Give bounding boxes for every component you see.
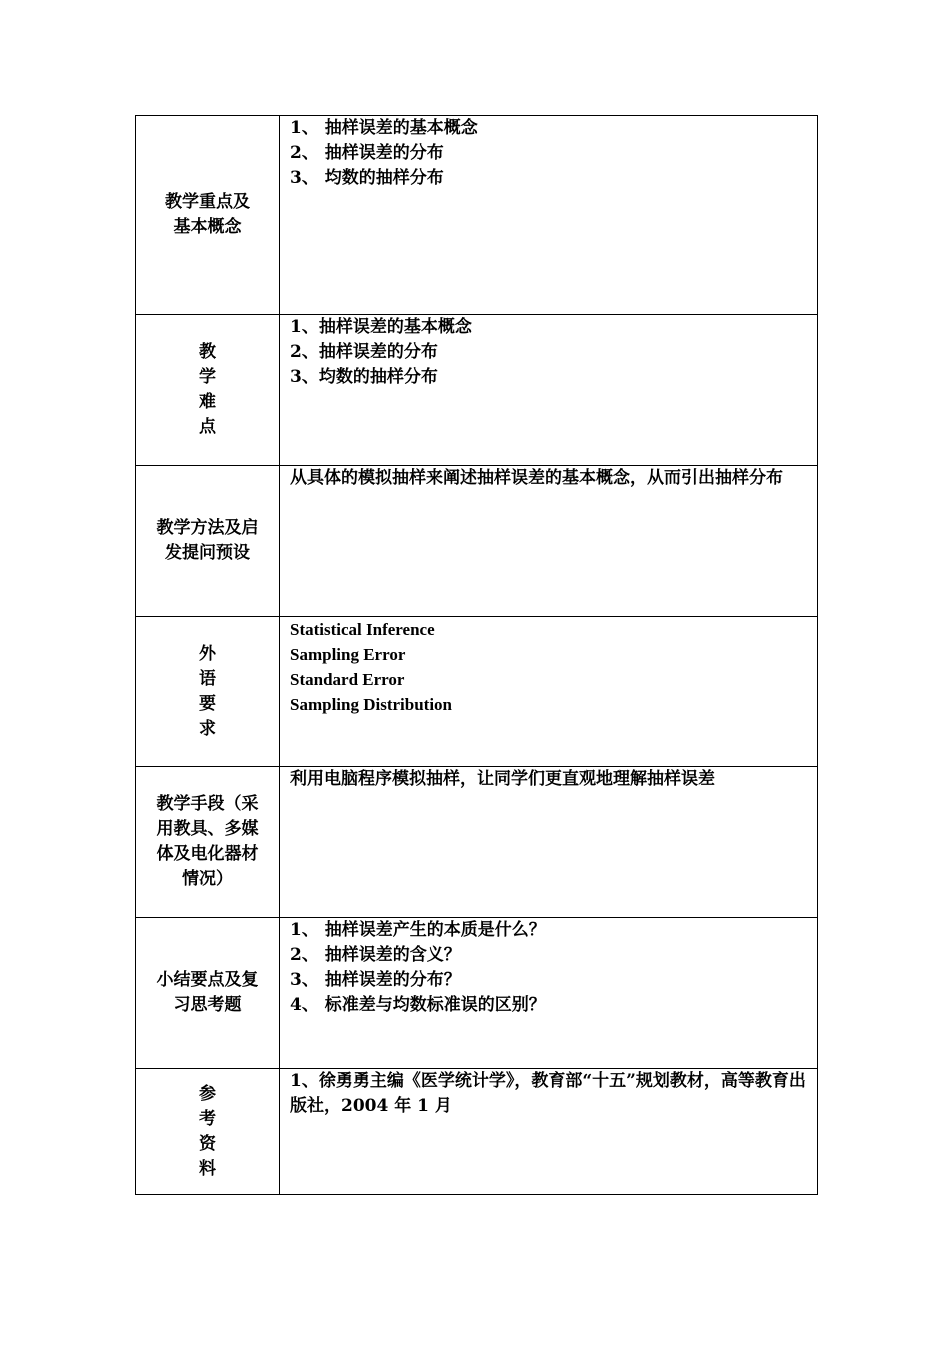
content-line: 2、 抽样误差的含义？ (290, 945, 461, 965)
row-label-text: 教学手段（采 用教具、多媒 体及电化器材 情况） (156, 794, 259, 889)
row-label-teaching-methods (136, 466, 280, 617)
content-line: Sampling Distribution (290, 695, 453, 714)
content-line: 1、抽样误差的基本概念 (290, 317, 472, 337)
table-row-teaching-methods (136, 466, 818, 617)
row-content-difficulties (280, 315, 818, 466)
content-line: 2、 抽样误差的分布 (290, 143, 444, 163)
lesson-plan-table (135, 115, 818, 1195)
row-label-text: 参 考 资 料 (199, 1083, 216, 1179)
row-content-teaching-methods (280, 466, 818, 617)
content-line: 3、 均数的抽样分布 (290, 168, 444, 188)
row-label-text: 教学重点及 基本概念 (165, 192, 250, 237)
row-label-foreign-language (136, 617, 280, 767)
row-label-teaching-tools (136, 767, 280, 918)
table-row-difficulties (136, 315, 818, 466)
table-row-teaching-tools (136, 767, 818, 918)
content-line: 4、 标准差与均数标准误的区别？ (290, 995, 546, 1015)
row-label-text: 外 语 要 求 (199, 643, 216, 739)
content-line: 2、抽样误差的分布 (290, 342, 438, 362)
row-content-teaching-tools (280, 767, 818, 918)
table-row-foreign-language (136, 617, 818, 767)
row-label-text: 教学方法及启 发提问预设 (156, 518, 259, 563)
row-label-difficulties (136, 315, 280, 466)
row-label-text: 教 学 难 点 (199, 342, 216, 437)
table-row-summary-questions (136, 918, 818, 1069)
row-content-foreign-language (280, 617, 818, 767)
table-row-key-points (136, 116, 818, 315)
row-label-references (136, 1069, 280, 1195)
row-content-summary-questions (280, 918, 818, 1069)
row-label-text: 小结要点及复 习思考题 (156, 970, 259, 1015)
table-row-references (136, 1069, 818, 1195)
content-line: 1、 抽样误差的基本概念 (290, 118, 478, 138)
row-label-summary-questions (136, 918, 280, 1069)
content-line: 3、 抽样误差的分布？ (290, 970, 461, 990)
content-line: Sampling Error (290, 645, 406, 664)
content-line: Statistical Inference (290, 620, 435, 639)
row-content-references (280, 1069, 818, 1195)
row-label-key-points (136, 116, 280, 315)
content-line: 1、徐勇勇主编《医学统计学》，教育部“十五”规划教材，高等教育出版社，2004 年 1 月 (290, 1071, 806, 1116)
content-line: 从具体的模拟抽样来阐述抽样误差的基本概念，从而引出抽样分布 (290, 468, 783, 488)
row-content-key-points (280, 116, 818, 315)
content-line: 3、均数的抽样分布 (290, 367, 438, 387)
content-line: 1、 抽样误差产生的本质是什么？ (290, 920, 546, 940)
content-line: Standard Error (290, 670, 405, 689)
content-line: 利用电脑程序模拟抽样，让同学们更直观地理解抽样误差 (290, 769, 715, 789)
